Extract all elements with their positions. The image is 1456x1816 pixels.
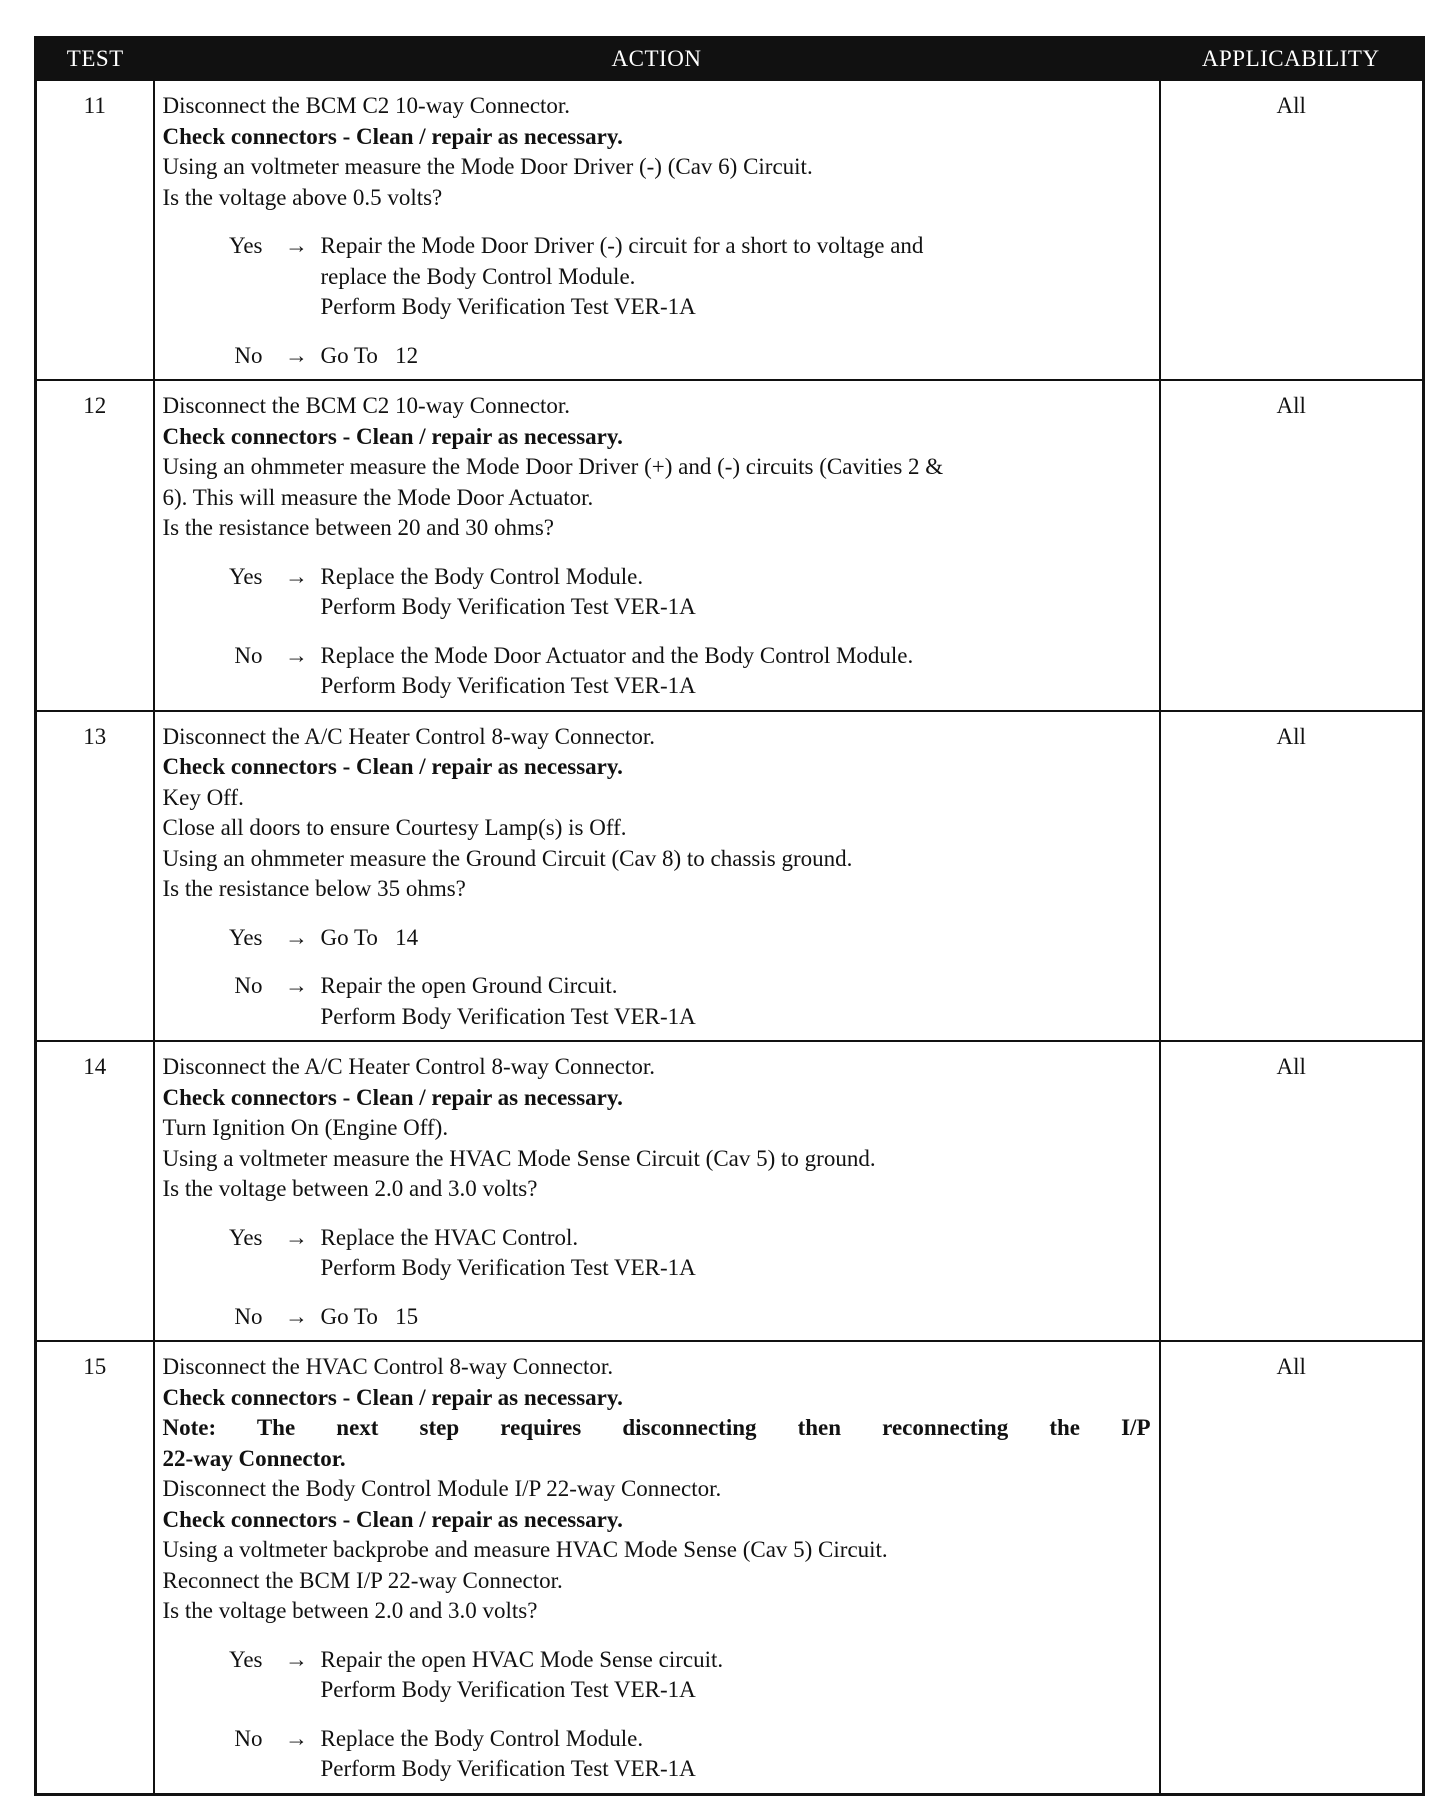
- outcome-result-line: Replace the Mode Door Actuator and the Body Control Module.: [320, 642, 914, 668]
- action-instruction: Disconnect the Body Control Module I/P 22-way Connector.: [162, 1476, 722, 1501]
- outcome-result: [321, 1302, 1151, 1333]
- action-instruction: Is the resistance between 20 and 30 ohms?: [162, 515, 555, 540]
- outcome-result: [321, 1724, 1151, 1785]
- outcome-result: [321, 923, 1151, 954]
- action-cell: [154, 80, 1160, 380]
- arrow-right-icon: →: [285, 973, 308, 998]
- action-cell: [154, 1041, 1160, 1341]
- outcome-result-line: Repair the Mode Door Driver (-) circuit for a short to voltage and: [320, 233, 924, 258]
- test-number: 13: [36, 711, 154, 1042]
- outcome-label: No: [234, 1725, 263, 1751]
- action-instruction: Is the voltage above 0.5 volts?: [162, 184, 443, 210]
- outcome-yes: [163, 562, 1151, 623]
- arrow-right-icon: →: [285, 1224, 308, 1250]
- test-number: 15: [36, 1341, 154, 1794]
- outcome-no: [163, 641, 1151, 702]
- action-instruction: 6). This will measure the Mode Door Actuator.: [162, 484, 594, 510]
- arrow-right-icon: →: [285, 642, 308, 668]
- outcome-result-line: Perform Body Verification Test VER-1A: [320, 294, 696, 319]
- action-instruction-bold: Check connectors - Clean / repair as necessary.: [162, 754, 623, 779]
- action-instruction-bold: Check connectors - Clean / repair as necessary.: [162, 1084, 623, 1110]
- action-instruction: Reconnect the BCM I/P 22-way Connector.: [162, 1567, 563, 1593]
- arrow-right-icon: →: [285, 342, 308, 368]
- action-cell: [154, 380, 1160, 711]
- arrow-right-icon: →: [285, 1303, 308, 1329]
- applicability-value: All: [1160, 1041, 1424, 1341]
- action-instruction: Close all doors to ensure Courtesy Lamp(s) is Off.: [162, 815, 627, 840]
- outcome-result-line: Replace the Body Control Module.: [320, 1725, 644, 1751]
- table-row: [36, 80, 1424, 380]
- applicability-value: All: [1160, 380, 1424, 711]
- outcome-result-line: Perform Body Verification Test VER-1A: [320, 673, 696, 698]
- outcome-result-line: Replace the HVAC Control.: [320, 1224, 579, 1250]
- outcome-result-line: Replace the Body Control Module.: [320, 563, 644, 589]
- test-number: 14: [36, 1041, 154, 1341]
- outcome-result-line: Repair the open HVAC Mode Sense circuit.: [320, 1646, 724, 1672]
- outcome-result-line: Go To 12: [320, 342, 419, 368]
- outcome-label: Yes: [229, 1646, 263, 1672]
- action-instruction: Is the voltage between 2.0 and 3.0 volts?: [162, 1176, 538, 1201]
- outcome-result-line: Perform Body Verification Test VER-1A: [320, 1255, 696, 1280]
- outcome-result-line: Repair the open Ground Circuit.: [320, 973, 618, 998]
- action-instruction: Using a voltmeter measure the HVAC Mode Sense Circuit (Cav 5) to ground.: [162, 1145, 876, 1171]
- test-number: 11: [36, 80, 154, 380]
- action-instruction: Using an ohmmeter measure the Mode Door Driver (+) and (-) circuits (Cavities 2 &: [162, 454, 944, 479]
- outcome-result-line: Perform Body Verification Test VER-1A: [320, 1003, 696, 1029]
- outcome-result-line: Go To 15: [320, 1303, 419, 1329]
- action-instruction-bold: Check connectors - Clean / repair as necessary.: [162, 1506, 623, 1532]
- applicability-value: All: [1160, 1341, 1424, 1794]
- header-action: ACTION: [154, 38, 1160, 81]
- action-cell: [154, 711, 1160, 1042]
- outcome-no: [163, 341, 1151, 372]
- outcome-no: [163, 971, 1151, 1032]
- header-test: TEST: [36, 38, 154, 81]
- arrow-right-icon: →: [285, 563, 308, 589]
- action-instruction: Is the resistance below 35 ohms?: [162, 876, 466, 901]
- table-body: [36, 80, 1424, 1794]
- action-instruction: Disconnect the BCM C2 10-way Connector.: [162, 393, 571, 418]
- outcome-label: Yes: [229, 924, 263, 950]
- header-applicability: APPLICABILITY: [1160, 38, 1424, 81]
- table-row: [36, 380, 1424, 711]
- diagnostic-test-table: [34, 36, 1425, 1796]
- action-instruction: Using an ohmmeter measure the Ground Circuit (Cav 8) to chassis ground.: [162, 845, 853, 871]
- test-number: 12: [36, 380, 154, 711]
- table-header-row: [36, 38, 1424, 81]
- outcome-yes: [163, 923, 1151, 954]
- action-instruction: Turn Ignition On (Engine Off).: [162, 1115, 449, 1140]
- table-row: [36, 711, 1424, 1042]
- outcome-result-line: Perform Body Verification Test VER-1A: [320, 1677, 696, 1702]
- action-instruction: Is the voltage between 2.0 and 3.0 volts?: [162, 1598, 538, 1623]
- arrow-right-icon: →: [285, 924, 308, 950]
- outcome-no: [163, 1302, 1151, 1333]
- outcome-label: No: [234, 973, 263, 998]
- action-instruction: Disconnect the BCM C2 10-way Connector.: [162, 93, 571, 118]
- action-instruction: Using a voltmeter backprobe and measure HVAC Mode Sense (Cav 5) Circuit.: [162, 1537, 888, 1562]
- outcome-label: No: [234, 642, 263, 668]
- arrow-right-icon: →: [285, 1725, 308, 1751]
- outcome-result: [321, 1223, 1151, 1284]
- outcome-result-line: replace the Body Control Module.: [320, 263, 636, 289]
- action-instruction: Using an voltmeter measure the Mode Door Driver (-) (Cav 6) Circuit.: [162, 154, 813, 179]
- table-row: [36, 1041, 1424, 1341]
- table-row: [36, 1341, 1424, 1794]
- outcome-result-line: Go To 14: [320, 924, 419, 950]
- action-instruction-bold: Note: The next step requires disconnecting then reconnecting the I/P: [162, 1415, 1151, 1440]
- outcome-result-line: Perform Body Verification Test VER-1A: [320, 1756, 696, 1781]
- outcome-result: [321, 231, 1151, 323]
- action-instruction: Disconnect the A/C Heater Control 8-way Connector.: [162, 1054, 655, 1079]
- action-instruction-bold: Check connectors - Clean / repair as necessary.: [162, 123, 623, 149]
- outcome-label: Yes: [229, 233, 263, 258]
- applicability-value: All: [1160, 711, 1424, 1042]
- outcome-result: [321, 341, 1151, 372]
- applicability-value: All: [1160, 80, 1424, 380]
- outcome-label: No: [234, 342, 263, 368]
- outcome-label: No: [234, 1303, 263, 1329]
- outcome-yes: [163, 231, 1151, 323]
- outcome-yes: [163, 1645, 1151, 1706]
- outcome-result: [321, 971, 1151, 1032]
- outcome-label: Yes: [229, 1224, 263, 1250]
- action-instruction-bold: 22-way Connector.: [162, 1445, 346, 1471]
- action-instruction: Disconnect the A/C Heater Control 8-way Connector.: [162, 723, 655, 749]
- action-instruction-bold: Check connectors - Clean / repair as necessary.: [162, 423, 623, 449]
- outcome-result: [321, 641, 1151, 702]
- action-instruction: Disconnect the HVAC Control 8-way Connector.: [162, 1354, 614, 1379]
- action-instruction: Key Off.: [162, 784, 244, 810]
- outcome-no: [163, 1724, 1151, 1785]
- outcome-result: [321, 562, 1151, 623]
- outcome-yes: [163, 1223, 1151, 1284]
- action-cell: [154, 1341, 1160, 1794]
- arrow-right-icon: →: [285, 1646, 308, 1672]
- action-instruction-bold: Check connectors - Clean / repair as necessary.: [162, 1384, 623, 1410]
- outcome-result: [321, 1645, 1151, 1706]
- outcome-label: Yes: [229, 563, 263, 589]
- outcome-result-line: Perform Body Verification Test VER-1A: [320, 594, 696, 619]
- arrow-right-icon: →: [285, 233, 308, 258]
